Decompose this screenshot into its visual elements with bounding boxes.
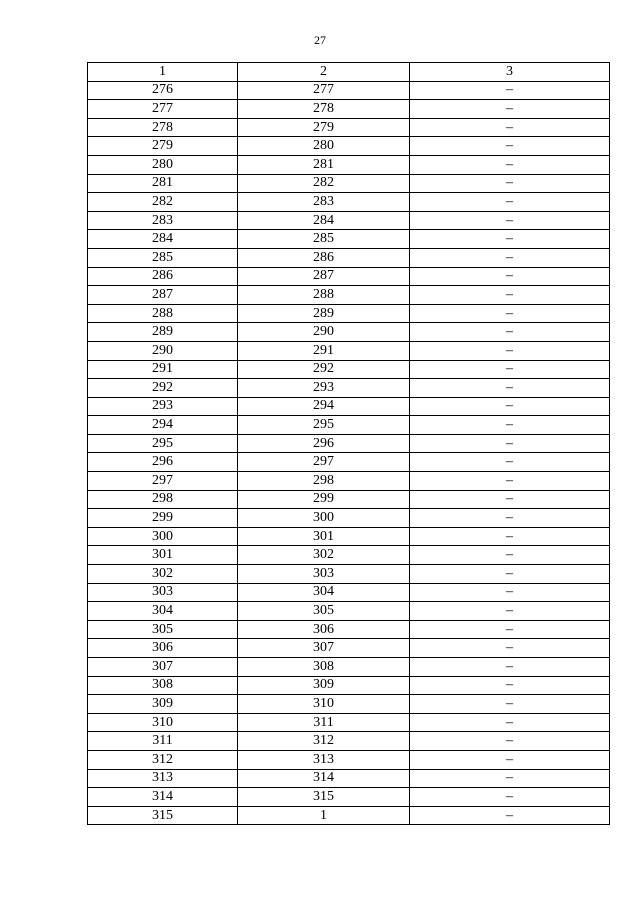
table-cell: – xyxy=(410,397,610,416)
table-cell: 310 xyxy=(88,713,238,732)
table-row xyxy=(88,360,610,379)
table-cell: – xyxy=(410,118,610,137)
table-cell: 301 xyxy=(238,527,410,546)
table-row xyxy=(88,416,610,435)
table-cell: 284 xyxy=(88,230,238,249)
table-row xyxy=(88,583,610,602)
table-cell: 288 xyxy=(238,286,410,305)
table-cell: 293 xyxy=(238,379,410,398)
table-row xyxy=(88,509,610,528)
table-row xyxy=(88,137,610,156)
table-cell: 294 xyxy=(238,397,410,416)
table-cell: 291 xyxy=(88,360,238,379)
table-cell: – xyxy=(410,137,610,156)
table-row xyxy=(88,695,610,714)
column-header: 1 xyxy=(88,63,238,82)
table-cell: 308 xyxy=(88,676,238,695)
table-cell: 286 xyxy=(238,248,410,267)
table-row xyxy=(88,174,610,193)
table-row xyxy=(88,639,610,658)
table-cell: – xyxy=(410,490,610,509)
table-cell: – xyxy=(410,323,610,342)
table-cell: – xyxy=(410,527,610,546)
table-cell: 308 xyxy=(238,658,410,677)
table-cell: 305 xyxy=(238,602,410,621)
column-header: 3 xyxy=(410,63,610,82)
table-row xyxy=(88,713,610,732)
table-cell: 286 xyxy=(88,267,238,286)
table-row xyxy=(88,434,610,453)
table-cell: – xyxy=(410,472,610,491)
table-cell: 306 xyxy=(238,620,410,639)
table-cell: 290 xyxy=(88,341,238,360)
table-cell: 278 xyxy=(238,100,410,119)
table-row xyxy=(88,658,610,677)
table-cell: 290 xyxy=(238,323,410,342)
page-number: 27 xyxy=(314,33,326,47)
table-cell: – xyxy=(410,174,610,193)
column-header: 2 xyxy=(238,63,410,82)
table-cell: 289 xyxy=(238,304,410,323)
table-cell: 296 xyxy=(88,453,238,472)
table-cell: 292 xyxy=(238,360,410,379)
table-cell: 281 xyxy=(238,155,410,174)
table-row xyxy=(88,193,610,212)
table-row xyxy=(88,397,610,416)
table-row xyxy=(88,118,610,137)
table-row xyxy=(88,602,610,621)
table-cell: 309 xyxy=(88,695,238,714)
table-cell: 313 xyxy=(88,769,238,788)
table-cell: 280 xyxy=(88,155,238,174)
table-cell: 312 xyxy=(88,750,238,769)
table-cell: 294 xyxy=(88,416,238,435)
table-cell: 302 xyxy=(238,546,410,565)
table-cell: 287 xyxy=(88,286,238,305)
table-cell: 309 xyxy=(238,676,410,695)
table-cell: 279 xyxy=(238,118,410,137)
table-cell: 304 xyxy=(88,602,238,621)
table-cell: 315 xyxy=(88,806,238,825)
table-cell: 307 xyxy=(88,658,238,677)
table-cell: 304 xyxy=(238,583,410,602)
table-cell: 278 xyxy=(88,118,238,137)
table-cell: 307 xyxy=(238,639,410,658)
table-cell: 284 xyxy=(238,211,410,230)
table-cell: – xyxy=(410,713,610,732)
table-row xyxy=(88,379,610,398)
table-cell: – xyxy=(410,620,610,639)
table-cell: 289 xyxy=(88,323,238,342)
table-cell: – xyxy=(410,379,610,398)
table-cell: 283 xyxy=(238,193,410,212)
table-cell: 300 xyxy=(238,509,410,528)
table-row xyxy=(88,155,610,174)
table-cell: 303 xyxy=(88,583,238,602)
table-row xyxy=(88,788,610,807)
table-cell: 305 xyxy=(88,620,238,639)
table-cell: 299 xyxy=(238,490,410,509)
table-row xyxy=(88,490,610,509)
table-cell: – xyxy=(410,639,610,658)
table-row xyxy=(88,100,610,119)
table-cell: – xyxy=(410,360,610,379)
table-cell: – xyxy=(410,583,610,602)
table-cell: 313 xyxy=(238,750,410,769)
table-cell: 306 xyxy=(88,639,238,658)
table-cell: – xyxy=(410,193,610,212)
table-cell: – xyxy=(410,248,610,267)
table-row xyxy=(88,676,610,695)
table-cell: 293 xyxy=(88,397,238,416)
table-row xyxy=(88,267,610,286)
table-cell: – xyxy=(410,100,610,119)
table-row xyxy=(88,286,610,305)
table-cell: 285 xyxy=(88,248,238,267)
table-cell: 291 xyxy=(238,341,410,360)
table-cell: 1 xyxy=(238,806,410,825)
table-cell: – xyxy=(410,602,610,621)
table-row xyxy=(88,341,610,360)
table-row xyxy=(88,806,610,825)
table-row xyxy=(88,527,610,546)
table-cell: – xyxy=(410,546,610,565)
table-cell: 295 xyxy=(238,416,410,435)
table-cell: 282 xyxy=(238,174,410,193)
table-cell: 288 xyxy=(88,304,238,323)
table-row xyxy=(88,750,610,769)
table-cell: 287 xyxy=(238,267,410,286)
table-cell: – xyxy=(410,806,610,825)
table-cell: 295 xyxy=(88,434,238,453)
table-body xyxy=(88,81,610,825)
table-cell: 314 xyxy=(88,788,238,807)
table-row xyxy=(88,565,610,584)
table-cell: – xyxy=(410,304,610,323)
table-cell: 297 xyxy=(88,472,238,491)
table-row xyxy=(88,453,610,472)
table-cell: – xyxy=(410,155,610,174)
table-cell: 296 xyxy=(238,434,410,453)
table-row xyxy=(88,81,610,100)
table-cell: – xyxy=(410,453,610,472)
table-cell: – xyxy=(410,267,610,286)
table-cell: 277 xyxy=(238,81,410,100)
table-cell: 300 xyxy=(88,527,238,546)
table-cell: – xyxy=(410,81,610,100)
table-cell: – xyxy=(410,434,610,453)
table-cell: 299 xyxy=(88,509,238,528)
table-cell: – xyxy=(410,658,610,677)
table-row xyxy=(88,769,610,788)
table-cell: – xyxy=(410,509,610,528)
table-row xyxy=(88,304,610,323)
table-cell: 310 xyxy=(238,695,410,714)
table-cell: 311 xyxy=(88,732,238,751)
table-cell: – xyxy=(410,695,610,714)
table-row xyxy=(88,620,610,639)
table-row xyxy=(88,323,610,342)
table-row xyxy=(88,230,610,249)
table-cell: 279 xyxy=(88,137,238,156)
table-cell: 301 xyxy=(88,546,238,565)
table-cell: 298 xyxy=(88,490,238,509)
table-cell: 314 xyxy=(238,769,410,788)
table-row xyxy=(88,248,610,267)
table-cell: – xyxy=(410,732,610,751)
table-cell: – xyxy=(410,769,610,788)
table-row xyxy=(88,732,610,751)
table-cell: 285 xyxy=(238,230,410,249)
table-cell: – xyxy=(410,341,610,360)
table-cell: 282 xyxy=(88,193,238,212)
table-cell: 302 xyxy=(88,565,238,584)
data-table xyxy=(87,62,610,825)
table-row xyxy=(88,211,610,230)
table-cell: – xyxy=(410,286,610,305)
table-cell: 280 xyxy=(238,137,410,156)
table-cell: 298 xyxy=(238,472,410,491)
table-cell: 277 xyxy=(88,100,238,119)
table-cell: – xyxy=(410,230,610,249)
table-cell: 292 xyxy=(88,379,238,398)
table-header-row xyxy=(88,63,610,82)
table-cell: 311 xyxy=(238,713,410,732)
table-cell: 276 xyxy=(88,81,238,100)
table-cell: – xyxy=(410,416,610,435)
table-cell: – xyxy=(410,750,610,769)
table-cell: – xyxy=(410,788,610,807)
table-cell: – xyxy=(410,565,610,584)
table-cell: 315 xyxy=(238,788,410,807)
table-cell: 283 xyxy=(88,211,238,230)
table-cell: 297 xyxy=(238,453,410,472)
table-cell: 312 xyxy=(238,732,410,751)
table-cell: 281 xyxy=(88,174,238,193)
table-row xyxy=(88,472,610,491)
table-cell: – xyxy=(410,676,610,695)
table-cell: – xyxy=(410,211,610,230)
table-row xyxy=(88,546,610,565)
table-cell: 303 xyxy=(238,565,410,584)
